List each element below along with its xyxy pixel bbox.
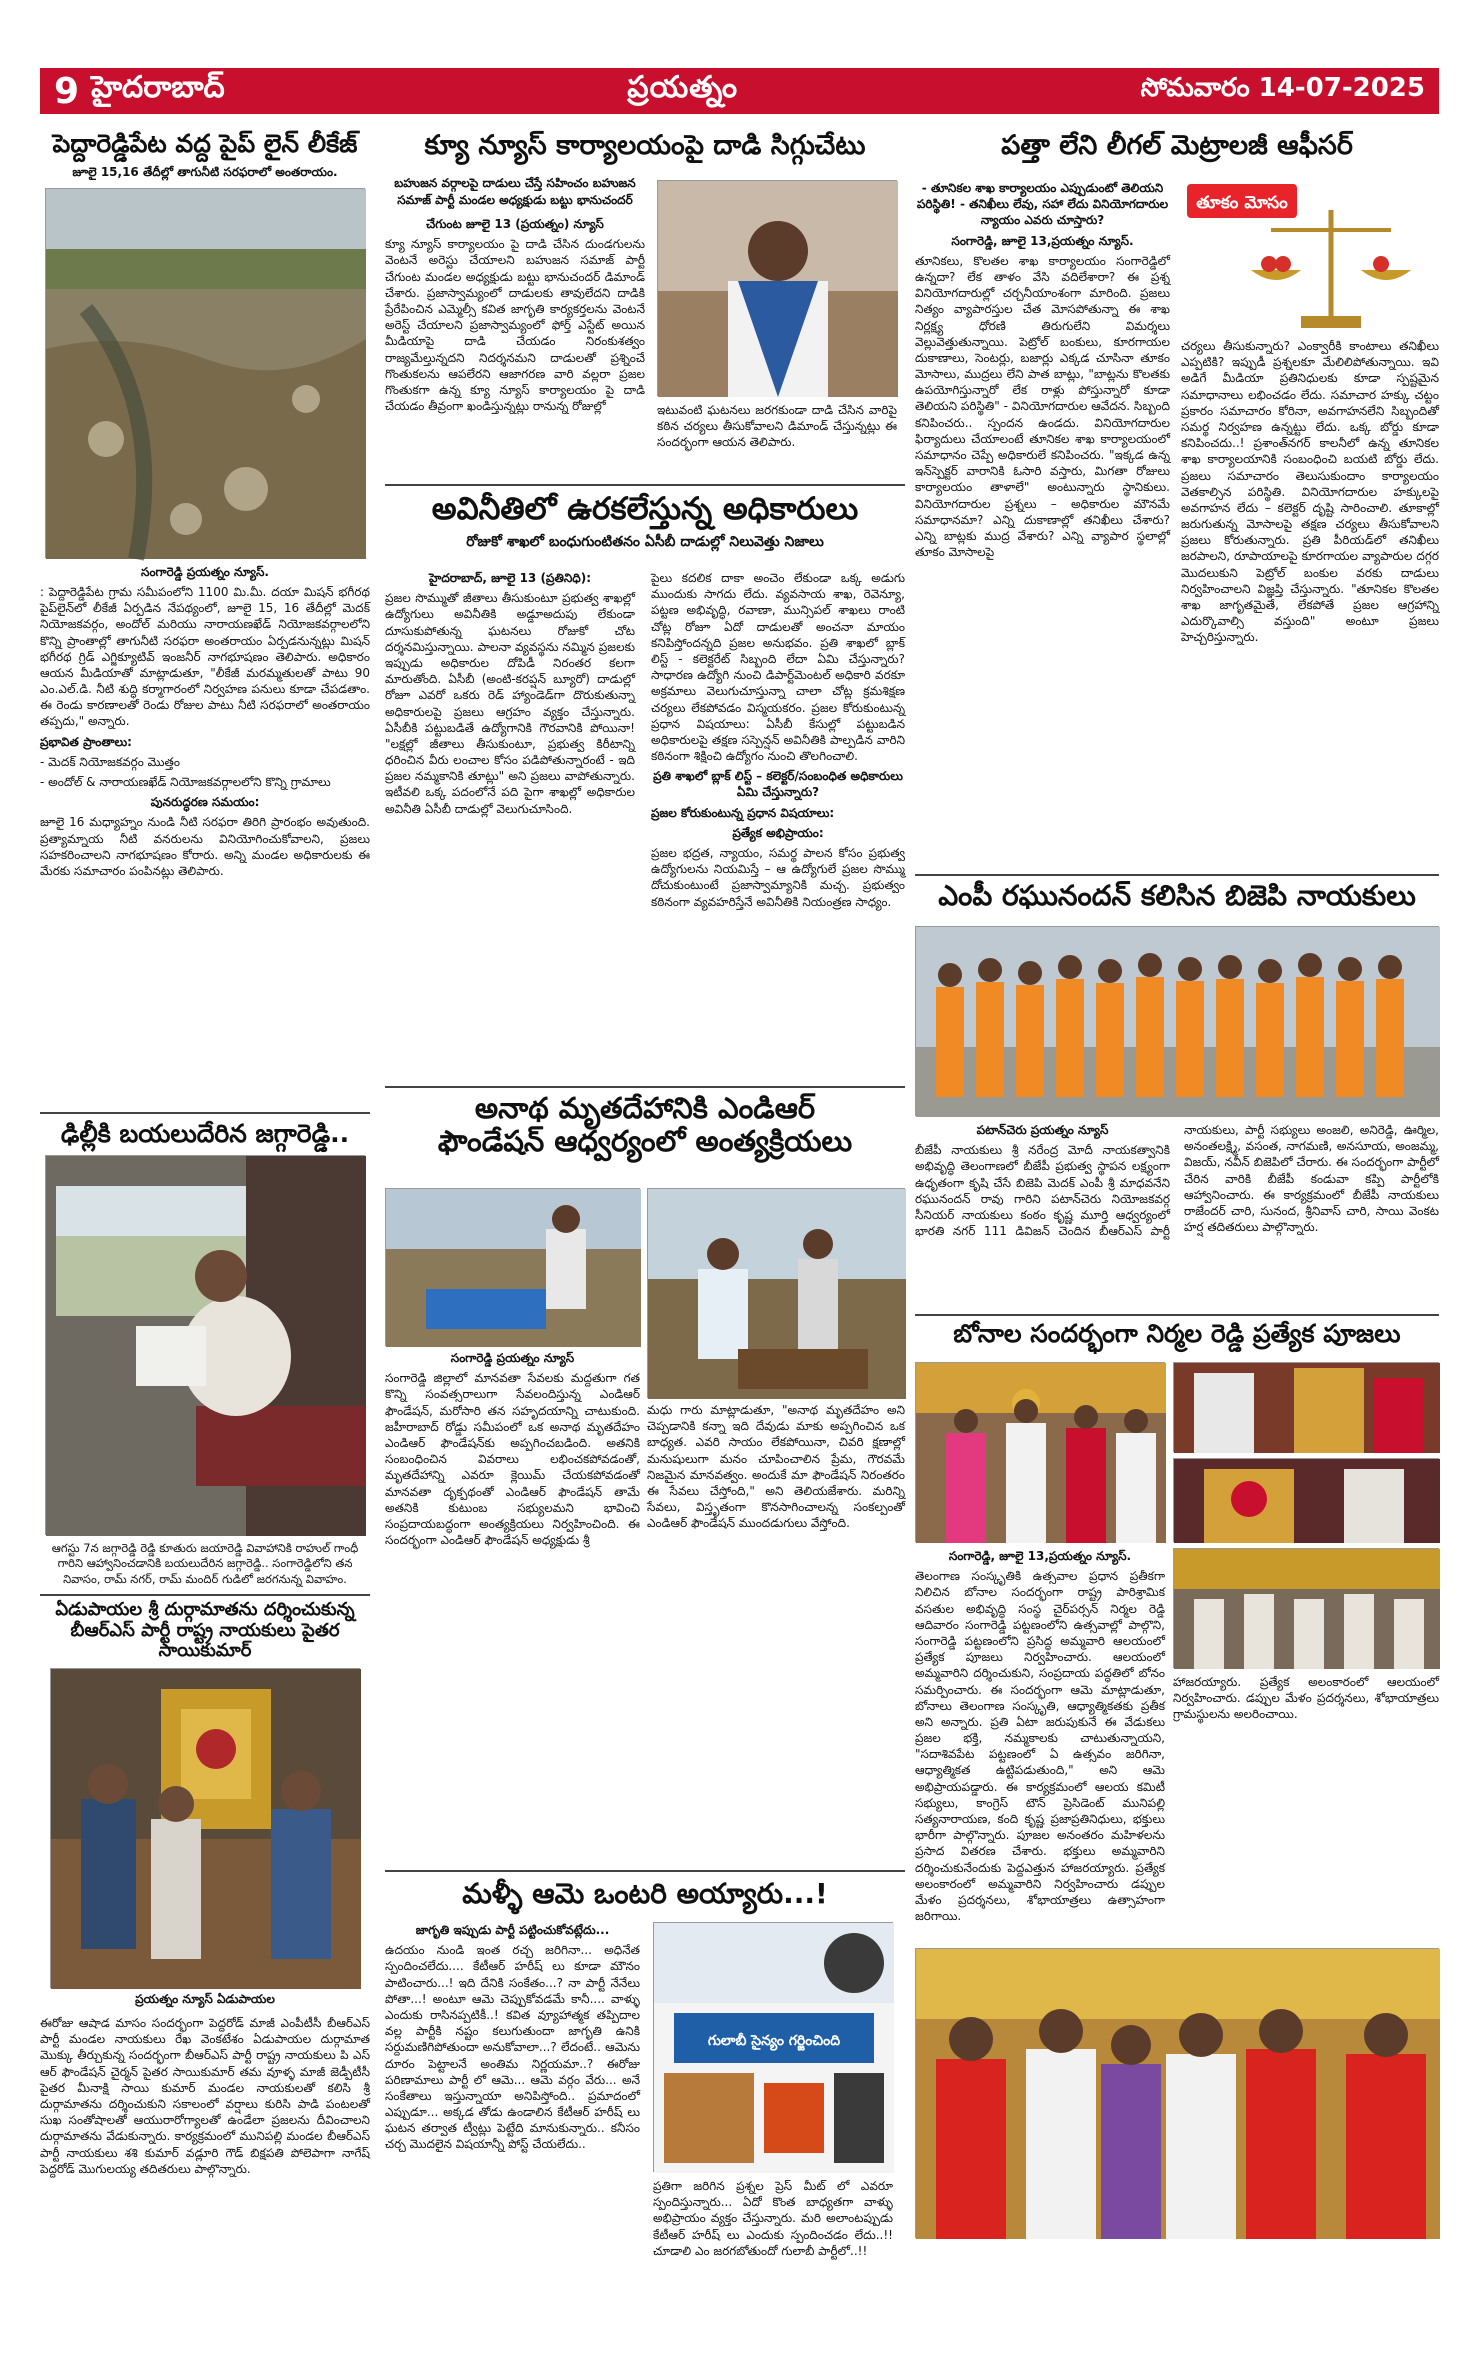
photo-caption: హాజరయ్యారు. ప్రత్యేక అలంకారంలో ఆలయంలో నిర్వహించారు. డప్పుల మేళం ప్రదర్శనలు, శోభాయాత్రలు గ్రామస్థులను అలరించాయి.	[1173, 1675, 1439, 1722]
article-body-col2: ప్రతిగా జరిగిన ప్రశ్నల ప్రెస్ మీట్ లో ఎవరూ స్పందిస్తున్నారు... ఏదో కొంత బాధ్యతగా వాళ్ళు అభిప్రాయం వ్యక్తం చేస్తున్నారు. మరి అలాంటప్పుడు కేటీఆర్ హరీష్ లు ఎందుకు స్పందించడం లేదు..!! చూడాలి ఎం జరగబోతుందో గులాబీ పార్టీలో..!!	[653, 2179, 893, 2258]
article-headline: అవినీతిలో ఉరకలేస్తున్న అధికారులు	[431, 491, 859, 527]
article-subheadline: - తూనికల శాఖ కార్యాలయం ఎప్పుడుంటో తెలియని పరిస్థితి! - తనిఖీలు లేవు, సహా లేదు వినియోగదారుల న్యాయం ఎవరు చూస్తారు?	[916, 181, 1169, 228]
article-subheadline: రోజుకో శాఖలో బంధుగుంటితనం ఏసీబీ దాడుల్లో నిలువెత్తు నిజాలు	[466, 533, 824, 550]
article-body-continued: ఇటువంటి ఘటనలు జరగకుండా దాడి చేసిన వారిపై కఠిన చర్యలు తీసుకోవాలని డిమాండ్ చేస్తున్నట్లు ఈ సందర్భంగా ఆయన తెలిపారు.	[657, 403, 897, 450]
article-headline: ఢిల్లీకి బయలుదేరిన జగ్గారెడ్డి..	[60, 1119, 350, 1148]
divider	[40, 1112, 370, 1114]
restore-time-body: జూలై 16 మధ్యాహ్నం నుండి నీటి సరఫరా తిరిగి ప్రారంభం అవుతుంది. ప్రత్యామ్నాయ నీటి వనరులను వినియోగించుకోవాలని, ప్రజలు సహకరించాలని నాగభూషణం కోరారు. అన్ని మండల అధికారులకు ఈ మేరకు సమాచారం పంపినట్లు తెలిపారు.	[40, 815, 370, 878]
photo-social-collage	[653, 1922, 893, 2172]
photo-leak-field	[45, 188, 365, 558]
article-dateline: సంగారెడ్డి ప్రయత్నం న్యూస్.	[141, 564, 269, 579]
photo-train-passenger	[45, 1155, 365, 1535]
article-headline: ఎంపీ రఘునందన్ కలిసిన బిజెపి నాయకులు	[938, 879, 1416, 912]
article-section-title: ప్రత్యేక అభిప్రాయం:	[732, 825, 824, 840]
article-edupayala-durga	[40, 1600, 370, 2320]
article-dateline: హైదరాబాద్, జూలై 13 (ప్రతినిధి):	[428, 571, 592, 585]
article-corruption	[385, 492, 905, 1082]
article-headline: పెద్దారెడ్డిపేట వద్ద పైప్ లైన్ లీకేజ్	[52, 129, 358, 158]
article-subheadline: బహుజన వర్గాలపై దాడులు చేస్తే సహించం బహుజన సమాజ్ పార్టీ మండల అధ్యక్షుడు బట్టు భానుచందర్	[394, 176, 636, 207]
article-legal-metrology	[915, 130, 1439, 870]
article-body-col1: సంగారెడ్డి జిల్లాలో మానవతా సేవలకు మద్దతుగా గత కొన్ని సంవత్సరాలుగా సేవలందిస్తున్న ఎండిఆర్ ఫౌండేషన్, మరోసారి తన సహృదయాన్ని చాటుకుంది. జహీరాబాద్ రోడ్డు సమీపంలో ఒక అనాథ మృతదేహం ఎండిఆర్ ఫౌండేషన్‌కు అప్పగించబడింది. అతనికి సంబంధించిన వివరాలు లభించకపోవడంతో, మృతదేహాన్ని ఎవరూ క్లెయిమ్ చేయకపోవడంతో మానవతా దృక్పథంతో ఎండిఆర్ ఫౌండేషన్ తామే అతనికి కుటుంబ సభ్యులమని భావించి సంప్రదాయబద్ధంగా అంత్యక్రియలు నిర్వహించింది. ఈ సందర్భంగా ఎండిఆర్ ఫౌండేషన్ అధ్యక్షుడు శ్రీ	[385, 1371, 640, 1548]
issue-date: సోమవారం 14-07-2025	[1140, 73, 1425, 103]
photo-caption: ప్రయత్నం న్యూస్ ఏడుపాయల	[135, 1992, 275, 2007]
article-headline: పత్తా లేని లీగల్ మెట్రాలజీ ఆఫీసర్	[1001, 130, 1353, 161]
photo-temple-puja-2	[1173, 1458, 1439, 1542]
restore-time-title: పునరుద్ధరణ సమయం:	[150, 795, 260, 810]
article-dateline: చేగుంట జూలై 13 (ప్రయత్నం) న్యూస్	[426, 217, 604, 231]
article-subheadline: జాగృతి ఇప్పుడు పార్టీ పట్టించుకోవట్లేదు...	[415, 1923, 610, 1937]
photo-temple-crowd	[1173, 1548, 1439, 1668]
scale-illustration	[1181, 180, 1427, 334]
image-title-text: తూకం మోసం	[1196, 193, 1288, 213]
article-dateline: సంగారెడ్డి, జూలై 13,ప్రయత్నం న్యూస్.	[951, 233, 1134, 248]
article-headline: బోనాల సందర్భంగా నిర్మల రెడ్డి ప్రత్యేక పూజలు	[953, 1319, 1401, 1348]
article-mdr-foundation	[385, 1091, 905, 1548]
photo-temple-puja-1	[1173, 1362, 1439, 1452]
article-headline: మళ్ళీ ఆమె ఒంటరి అయ్యారు...!	[462, 1877, 828, 1910]
photo-bsp-leader	[657, 180, 897, 396]
divider	[385, 484, 905, 486]
article-dateline: సంగారెడ్డి ప్రయత్నం న్యూస్	[450, 1351, 575, 1365]
city-label: హైదరాబాద్	[91, 70, 225, 105]
article-jaggareddy-delhi	[40, 1120, 370, 1590]
article-headline: ఏడుపాయల శ్రీ దుర్గామాతను దర్శించుకున్న బీఆర్ఎస్ పార్టీ రాష్ట్ర నాయకులు పైతర సాయికుమార్	[55, 1599, 355, 1662]
article-subheadline: జూలై 15,16 తేదీల్లో తాగునీటి సరఫరాలో అంతరాయం.	[72, 164, 338, 179]
article-body: తూనికలు, కొలతల శాఖ కార్యాలయం సంగారెడ్డిలో ఉన్నదా? లేక తాళం వేసి వదిలేశారా? ఈ ప్రశ్న వినియోగదారుల్లో చర్చనీయాంశంగా మారింది. ప్రజలు నిత్యం వ్యాపారస్తుల చేత మోసపోతున్నా ఈ శాఖ నిర్లక్ష్య ధోరణి తిరుగులేని విమర్శలు వెల్లువెత్తుతున్నాయి. పెట్రోల్ బంకులు, కూరగాయల దుకాణాలు, సెంటర్లు, బజార్లు ఎక్కడ చూసినా తూకం మోసాలు, ముద్రలు లేని పాత బాట్లు, "బాట్లను కొలతకు ఉపయోగిస్తున్నారో లేక రాళ్లు పోస్తున్నారో కూడా తెలియని పరిస్థితి" - వినియోగదారుల ఆవేదన. సిబ్బంది కనిపించరు.. స్పందన ఉండదు. వినియోగదారుల ఫిర్యాదులు చేయాలంటే తూనికల శాఖ కార్యాలయంలో సమాధానం చెప్పే అధికారులే కనిపించరు. "ఇక్కడ ఉన్న ఇన్‌స్పెక్టర్ వారానికి ఓసారి వస్తారు, మిగతా రోజులు కార్యాలయం తాళాలే" అంటున్నారు స్థానికులు. వినియోగదారుల ప్రశ్నలు – అధికారుల మౌనమే సమాధానమా? ఎన్ని దుకాణాల్లో తనిఖీలు చేశారు? ఎన్ని బాట్లకు ముద్ర వేశారు? ఎన్ని వ్యాపార స్థలాల్లో తూకం మోసాలపై	[915, 253, 1170, 560]
article-body: క్యూ న్యూస్ కార్యాలయం పై దాడి చేసిన దుండగులను వెంటనే అరెస్టు చేయాలని బహుజన సమాజ్ పార్టీ చేగుంట మండల అధ్యక్షుడు బట్టు భానుచందర్ డిమాండ్ చేశారు. ప్రజాస్వామ్యంలో దాడులకు తావులేదని దాడికి ప్రేరేపించిన ఎమ్మెల్సీ కవిత జాగృతి కార్యకర్తలను వెంటనే అరెస్ట్ చేయాలని ప్రజాస్వామ్యంలో ఫోర్త్ ఎస్టేట్ అయిన మీడియాపై దాడి చేయడం నిరంకుశత్వం రాజ్యమేల్తున్నదని నిదర్శనమని దాడులతో ప్రశ్నించే గొంతుకలను ఆపలేరని ఆజాగరణ వారి వల్లరా ప్రజల గొంతుకగా ఉన్న క్యూ న్యూస్ కార్యాలయం పై దాడి చేయడం తీవ్రంగా ఖండిస్తున్నట్లు రానున్న రోజుల్లో	[385, 237, 645, 414]
article-headline: క్యూ న్యూస్ కార్యాలయంపై దాడి సిగ్గుచేటు	[424, 130, 866, 161]
divider	[385, 1086, 905, 1088]
affected-area-item: - అందోల్ & నారాయణఖేడ్ నియోజకవర్గాలలోని కొన్ని గ్రామాలు	[40, 775, 331, 789]
article-dateline: సంగారెడ్డి, జూలై 13,ప్రయత్నం న్యూస్.	[948, 1549, 1132, 1563]
photo-bonalu-procession	[915, 1362, 1165, 1542]
article-qnews-attack	[385, 130, 905, 480]
article-headline: ఫౌండేషన్ ఆధ్వర్యంలో అంత్యక్రియలు	[437, 1124, 853, 1159]
article-dateline: పటాన్‌చెరు ప్రయత్నం న్యూస్	[976, 1123, 1109, 1137]
article-bonalu-nirmala-reddy	[915, 1320, 1439, 2320]
article-body-col2: పైలు కదలిక దాకా అంచెం లేకుండా ఒక్క అడుగు ముందుకు సాగదు లేదు. వ్యవసాయ శాఖ, రెవెన్యూ, పట్టణ అభివృద్ధి, రవాణా, మున్సిపల్ శాఖలు రాంటి చోట్ల రోజూ ఏదో దాడులతో అంచనా మాయం కనిపిస్తోందన్నది ప్రజల అనుభవం. ప్రతి శాఖలో బ్లాక్ లిస్ట్ - కలెక్టరేట్ సిబ్బంది లేదా ఏమి చేస్తున్నారు? సాధారణ ఉద్యోగి నుంచి డిపార్ట్‌మెంటల్ అధికారి వరకూ అక్రమాలు వెలుగుచూస్తున్నా చాలా చోట్ల క్రమశిక్షణ చర్యలు లేకపోవడం విస్మయకరం. ప్రజల కోరుకుంటున్న ప్రధాన విషయాలు: ఏసీబీ కేసుల్లో పట్టుబడిన అధికారులపై తక్షణ సస్పెన్షన్ అవినీతికి పాల్పడిన వారిని కఠినంగా శిక్షించి ఉద్యోగం నుంచి తొలగించాలి.	[651, 571, 905, 764]
poster-text: గులాబీ సైన్యం గర్జించింది	[707, 2033, 841, 2049]
article-body: బీజేపీ నాయకులు శ్రీ నరేంద్ర మోదీ నాయకత్వానికి అభివృద్ధి తెలంగాణలో బీజేపీ ప్రభుత్వ స్థాపన లక్ష్యంగా ఉధృతంగా కృషి చేసే బిజెపి మెదక్ ఎంపీ శ్రీ మాధవనేని రఘునందన్ రావు గారిని పటాన్‌చెరు నియోజకవర్గ సీనియర్ నాయకులు కంఠం కృష్ణ మూర్తి ఆధ్వర్యంలో భారతి నగర్ 111 డివిజన్ చెందిన బీఆర్ఎస్ పార్టీ నాయకులు, పార్టీ సభ్యులు అంజలి, అనిరెడ్డి, ఊర్మిల, అనంతలక్ష్మి, వసంత, నాగమణి, అనసూయ, అంజమ్మ, విజయ్, నవీన్ బిజెపిలో చేరారు. ఈ సందర్భంగా పార్టీలో చేరిన వారికి బీజేపీ కండువా కప్పి పార్టీలోకి ఆహ్వానించారు. ఈ కార్యక్రమంలో బీజేపీ నాయకులు రాజేందర్ చారి, సునంద, శ్రీనివాస్ చారి, సాయి వెంకట హర్ష తదితరులు పాల్గొన్నారు.	[915, 1123, 1439, 1239]
article-section-title: ప్రజల కోరుకుంటున్న ప్రధాన విషయాలు:	[651, 805, 835, 820]
article-conclusion: ప్రజల భద్రత, న్యాయం, సమర్థ పాలన కోసం ప్రభుత్వ ఉద్యోగులను నియమిస్తే – ఆ ఉద్యోగులే ప్రజల సొమ్ము దోచుకుంటుంటే ప్రజాస్వామ్యానికి మచ్చ. ప్రభుత్వం కఠినంగా వ్యవహరిస్తేనే అవినీతికి నియంత్రణ సాధ్యం.	[651, 846, 905, 909]
article-mp-raghunandan	[915, 880, 1439, 1310]
article-headline: అనాథ మృతదేహానికి ఎండిఆర్	[474, 1091, 816, 1125]
photo-cremation-2	[647, 1188, 905, 1398]
affected-area-item: - మెదక్ నియోజకవర్గం మొత్తం	[40, 754, 180, 769]
photo-temple-visit	[50, 1668, 360, 1988]
page-number: 9	[54, 70, 80, 112]
masthead-bar	[40, 68, 1439, 114]
photo-cremation-1	[385, 1188, 640, 1346]
article-body-col2: చర్యలు తీసుకున్నారు? ఎంక్వారీకి కాంటాలు తనిఖీలు ఎప్పటికి? ఇప్పుడీ ప్రశ్నలకూ మేలిలిపోతున్నాయి. ఇవి అడిగే మీడియా ప్రతినిధులకు కూడా స్పష్టమైన సమాధానాలు లభించడం లేదు. సమాచార హక్కు చట్టం ప్రకారం సమాచారం కోరినా, అవగాహనలేని సిబ్బందితో సమర్థ నిర్వహణ ఉన్నట్టు లేదు. ఒక్క బోర్డు కూడా కనిపించదు..! ప్రశాంత్‌నగర్ కాలనీలో ఉన్న తూనికల శాఖ కార్యాలయానికి సంబంధించి బయటి బోర్డు లేదు. ప్రజలు సమాచారం తెలుసుకుందాం కార్యాలయం వెతకాల్సిన పరిస్థితి. వినియోగదారుల హక్కులపై అవగాహన లేదు – కలెక్టర్ దృష్టి సారించాలి. తూకాల్లో జరుగుతున్న మోసాలపై తక్షణ చర్యలు తీసుకోవాలని ప్రజలు కోరుతున్నారు. ప్రతి పీరియడ్‌లో తనిఖీలు జరపాలని, రూపాయాలపై కూరగాయల వ్యాపారుల దగ్గర మొదలుకుని పెట్రోల్ బంకుల వరకు దాడులు నిర్వహించాలని విజ్ఞప్తి చేస్తున్నారు. "తూనికల కొలతల శాఖ జాగృతమైతే, లేకపోతే ప్రజల ఆగ్రహాన్ని ఎదుర్కొవాల్సి వస్తుంది" అంటూ ప్రజలు హెచ్చరిస్తున్నారు.	[1181, 339, 1439, 645]
photo-bjp-group	[915, 926, 1439, 1116]
article-body-col1: ఉదయం నుండి ఇంత రచ్చ జరిగినా... అధినేత స్పందించలేదు.... కేటీఆర్ హరీష్ లు కూడా మౌనం పాటించారు...! ఇది దేనికి సంకేతం...? నా పార్టీ నేనేలు పోతా...! అంటూ ఆమె చెప్పుకోవడమే కానీ.... వాళ్ళు ఎందుకు రాసినప్పటికీ..! కవిత వ్యూహాత్మక తప్పిదాల వల్ల పార్టీకి నష్టం కలుగుతుందా జాగృతి ఉనికి సర్దుమణిగిపోతుందా అనుకోవాలా...? లేదంటే.. ఆమెను దూరం పెట్టాలనే అంతిమ నిర్ణయమా..? ఈరోజు పరిణామాలు పార్టీ లో ఆమె... ఆమె వర్గం వేరు... అనే సంకేతాలు ఇస్తున్నాయా అనిపిస్తోంది.. ప్రమాదంలో ఎప్పుడూ... అక్కడ తోడు ఉండాలిన కేటీఆర్ హరీష్ లు ఘటన తర్వాత ట్వీట్లు పెట్టేది మానుకున్నారు.. కనీసం చర్చ మొదలైన విషయాన్నీ పోస్ట్ చేయలేదు..	[385, 1943, 640, 2152]
article-section-title: ప్రతి శాఖలో బ్లాక్ లిస్ట్ – కలెక్టర్/సంబంధిత అధికారులు ఏమి చేస్తున్నారు?	[653, 769, 903, 800]
affected-areas-title: ప్రభావిత ప్రాంతాలు:	[40, 734, 132, 749]
article-pipeline-leak	[40, 130, 370, 1110]
article-body: : పెద్దారెడ్డిపేట గ్రామ సమీపంలోని 1100 మి.మీ. దయా మిషన్ భగీరథ పైప్‌లైన్‌లో లీకేజీ ఏర్పడిన నేపథ్యంలో, జూలై 15, 16 తేదీల్లో మెదక్ నియోజకవర్గం, అందోల్ మరియు నారాయణఖేడ్ నియోజకవర్గాలలోని కొన్ని ప్రాంతాల్లో తాగునీటి సరఫరా అంతరాయం ఏర్పడనున్నట్లు మిషన్ భగీరథ గ్రిడ్ ఎగ్జిక్యూటివ్ ఇంజనీర్ నాగభూషణం తెలిపారు. అధికారం ఆయన మీడియాతో మాట్లాడుతూ, "లీకేజీ మరమ్మతులతో పాటు 90 ఎం.ఎల్.డి. నీటి శుద్ధి కర్మాగారంలో నిర్వహణ పనులు కూడా చేపడతాం. ఈ రెండు కారణాలతో రెండు రోజుల పాటు నీటి సరఫరాలో అంతరాయం తప్పదు," అన్నారు.	[40, 584, 370, 729]
photo-nirmala-reddy-group	[915, 1948, 1439, 2238]
article-body-col1: ప్రజల సొమ్ముతో జీతాలు తీసుకుంటూ ప్రభుత్వ శాఖల్లో ఉద్యోగులు అవినీతికి అడ్డూఅదుపు లేకుండా దూసుకుపోతున్న ఘటనలు రోజుకో చోట దర్శనమిస్తున్నాయి. పాలనా వ్యవస్థను నమ్మిన ప్రజలకు ఇప్పుడు అధికారుల దోపిడీ నిరంతర కలగా మారుతోంది. ఏసీబీ (అంటి-కరప్షన్ బ్యూరో) దాడుల్లో రోజూ ఎవరో ఒకరు రెడ్ హ్యాండెడ్‌గా దొరుకుతున్నా అధికారులపై ప్రజలు ఆగ్రహం వ్యక్తం చేస్తున్నారు. ఏసీబీకి పట్టుబడితే ఉద్యోగానికి గౌరవానికి పోయినా! "లక్షల్లో జీతాలు తీసుకుంటూ, ప్రభుత్వ కిరీటాన్ని ధరించిన వీరు లంచాల కోసం పడిపోతున్నారంటే - ఇది ప్రజల నమ్మకానికి తూట్లు" అని ప్రజలు వాపోతున్నారు. ఇటీవలి ఒక్క పదంలోనే పది పైగా శాఖల్లో అధికారుల అవినీతి ఏసీబీ దాడుల్లో వెలుగుచూసింది.	[385, 591, 635, 816]
photo-caption: ఆగస్టు 7న జగ్గారెడ్డి రెడ్డి కూతురు జయారెడ్డి వివాహానికి రాహుల్ గాంధీ గారిని ఆహ్వానించడానికి బయలుదేరిన జగ్గారెడ్డి.. సంగారెడ్డిలోని తన నివాసం, రామ్ నగర్, రామ్ మందిర్ గుడిలో జరగనున్న వివాహం.	[51, 1540, 359, 1586]
article-kavitha-alone	[385, 1878, 905, 2318]
divider	[915, 1314, 1439, 1316]
divider	[385, 1870, 905, 1872]
divider	[40, 1594, 370, 1596]
newspaper-brand: ప్రయత్నం	[627, 70, 739, 105]
article-body: ఈరోజు ఆషాడ మాసం సందర్భంగా పెద్దరోడ్ మాజీ ఎంపీటీసీ బీఆర్ఎస్ పార్టీ మండల నాయకులు రేఖ వెంకటేశం ఏడుపాయల దుర్గామాత మొక్కు తీర్చుకున్న సందర్భంగా బీఆర్ఎస్ పార్టీ రాష్ట్ర నాయకులు పి ఎస్ ఆర్ ఫౌండేషన్ చైర్మన్ పైతర సాయికుమార్ తమ వూళ్ళ మాజీ జెడ్పీటీసీ పైతర మీనాక్షి సాయి కుమార్ మండల నాయకులతో కలిసి శ్రీ దుర్గామాతను దర్శించుకుని సకాలంలో వర్షాలు కురిసి పాడి పంటలతో సుఖ సంతోషాలతో ఆయురారోగ్యాలతో ఉండేలా ప్రజలను దీవించాలని దుర్గామాతను వేడుకున్నారు. కార్యక్రమంలో మునిపల్లి మండల బీఆర్ఎస్ పార్టీ నాయకులు శశి కుమార్ వడ్లూరి గౌడ్ బిక్షపతి పోలెపాగా నాగేష్ పెద్దరోడ్ మొగులయ్య తదితరులు పాల్గొన్నారు.	[40, 2016, 370, 2176]
divider	[915, 874, 1439, 876]
article-body-col2: మధు గారు మాట్లాడుతూ, "అనాథ మృతదేహం అని చెప్పడానికి కన్నా ఇది దేవుడు మాకు అప్పగించిన ఒక బాధ్యత. ఎవరి సాయం లేకపోయినా, చివరి క్షణాల్లో మనుషులుగా మనం చూపించాలిన ప్రేమ, గౌరవమే నిజమైన మానవత్వం. అందుకే మా ఫౌండేషన్ నిరంతరం ఈ సేవలు చేస్తోంది," అని తెలియజేశారు. మరిన్ని సేవలు, విస్తృతంగా కొనసాగించాలన్న సంకల్పంతో ఎండిఆర్ ఫౌండేషన్ ముందడుగులు వేస్తోంది.	[647, 1403, 905, 1531]
article-body: తెలంగాణ సంస్కృతికి ఉత్సవాల ప్రధాన ప్రతీకగా నిలిచిన బోనాల సందర్భంగా రాష్ట్ర పారిశ్రామిక వసతుల అభివృద్ధి సంస్థ చైర్‌పర్సన్ నిర్మల రెడ్డి ఆదివారం సంగారెడ్డి పట్టణంలోని ఉత్సవాల్లో పాల్గొని, సంగారెడ్డి పట్టణంలోని ప్రసిద్ధ అమ్మవారి ఆలయంలో ప్రత్యేక పూజలు నిర్వహించారు. ఆలయంలో అమ్మవారిని దర్శించుకుని, సంప్రదాయ పద్ధతిలో బోనం సమర్పించారు. ఈ సందర్భంగా ఆమె మాట్లాడుతూ, బోనాలు తెలంగాణ సంస్కృతి, ఆధ్యాత్మికతకు ప్రతీక అని అన్నారు. ప్రతి ఏటా జరుపుకునే ఈ వేడుకలు ప్రజల భక్తి, నమ్మకాలకు చాటుతున్నాయని, "సదాశివపేట పట్టణంలో ఏ ఉత్సవం జరిగినా, ఆధ్యాత్మికత ఉట్టిపడుతుంది," అని ఆమె అభిప్రాయపడ్డారు. ఈ కార్యక్రమంలో ఆలయ కమిటీ సభ్యులు, కాంగ్రెస్ టౌన్ ప్రెసిడెంట్ మునిపల్లి సత్యనారాయణ, కంది కృష్ణ ప్రజాప్రతినిధులు, భక్తులు భారీగా పాల్గొన్నారు. పూజల అనంతరం మహిళలను ప్రసాద వితరణ చేశారు. భక్తులు అమ్మవారిని దర్శించుకునేందుకు పెద్దఎత్తున హాజరయ్యారు. ప్రత్యేక అలంకారంలో అమ్మవారిని నిర్వహించారు డప్పుల మేళం ప్రదర్శనలు, శోభాయాత్రలు ఉత్సాహంగా జరిగాయి.	[915, 1569, 1165, 1924]
